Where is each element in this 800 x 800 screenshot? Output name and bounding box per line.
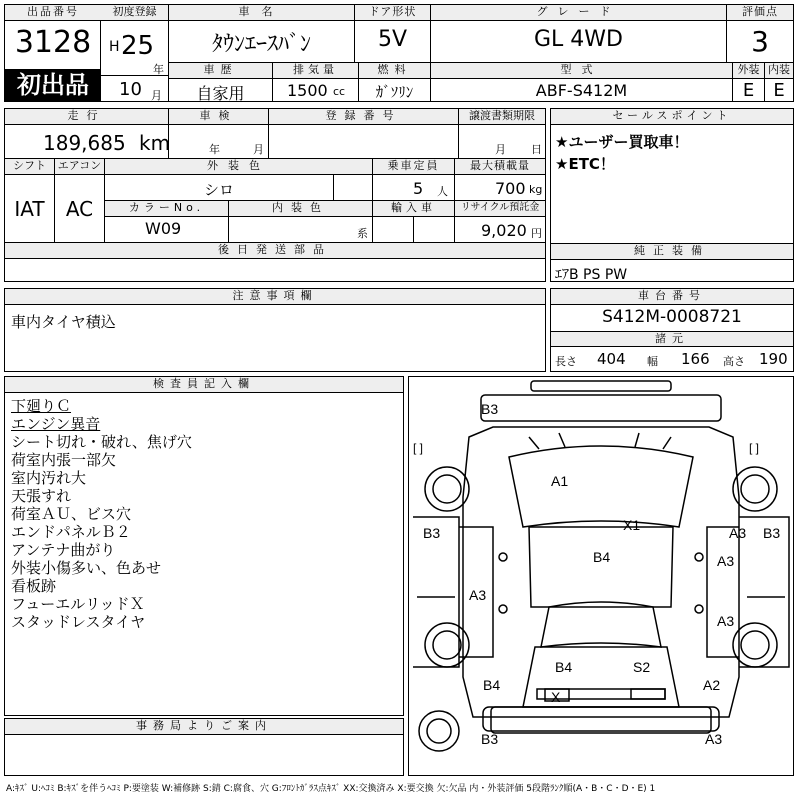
shift-cell [5,159,55,243]
note-item: 荷室内張一部欠 [11,451,117,469]
aircon-value: AC [65,197,94,221]
note-item: シート切れ・破れ、焦げ穴 [11,433,192,451]
note-item: 下廻りＣ [11,397,72,415]
damage-mark: S2 [633,659,651,675]
specs-height-label: 高さ [723,355,745,368]
inspection-month-unit: 月 [253,143,264,156]
door-value: 5V [377,27,408,52]
ext-color-value: シロ [203,181,234,199]
mileage-label: 走行 [5,109,168,125]
transfer-month-unit: 月 [495,143,506,156]
note-item: フューエルリッドＸ [11,595,145,613]
note-item: 室内汚れ大 [11,469,87,487]
capacity-unit: 人 [437,185,448,198]
inspection-label: 車検 [169,109,268,125]
office-block [4,718,404,776]
damage-mark: A2 [703,677,721,693]
inspector-notes [11,397,192,631]
first-reg-label: 初度登録 [101,5,168,21]
displacement-unit: cc [333,85,346,98]
first-reg-cell [101,5,169,101]
ext-color-label: 外装色 [105,159,372,175]
max-load-value: 700 [495,179,526,198]
sales-point-block [550,108,794,282]
diagram-bracket-right: [ ] [749,441,760,455]
grade-value: GL 4WD [534,27,623,52]
history-label: 車歴 [169,63,272,79]
inspector-block [4,376,404,716]
damage-mark: A3 [729,525,747,541]
damage-mark: A3 [717,553,735,569]
model-cell [431,63,733,101]
int-color-cell [229,201,373,243]
ext-color-cell [105,159,373,201]
equipment-cell [551,243,793,281]
color-no-cell [105,201,229,243]
vehicle-detail-block [4,108,546,282]
import-label: 輸入車 [373,201,454,217]
later-parts-cell [5,243,545,281]
exterior-value: E [742,80,755,101]
import-cell [373,201,455,243]
note-item: 荷室ＡＵ、ビス穴 [11,505,132,523]
model-label: 型式 [431,63,732,79]
diagram-bracket-left: [ ] [413,441,424,455]
capacity-label: 乗車定員 [373,159,454,175]
recycle-cell [455,201,545,243]
chassis-block [550,288,794,372]
max-load-label: 最大積載量 [455,159,545,175]
legend-footer: A:ｷｽﾞ U:ﾍｺﾐ B:ｷｽﾞを伴うﾍｺﾐ P:要塗装 W:補修跡 S:錆 C:腐食、穴 G:ﾌﾛﾝﾄｶﾞﾗｽ点ｷｽﾞ XX:交換済み X:要交換 欠:欠品 内・外装評価 5段階ﾗﾝｸ順(A・B・C・D・E) 1 [6,784,656,794]
displacement-value: 1500 [287,81,328,100]
specs-width-label: 幅 [647,355,658,368]
exterior-cell [733,63,765,101]
exterior-label: 外装 [733,63,764,79]
car-name-cell [169,5,355,63]
damage-mark: B3 [481,401,499,417]
lot-number: 3128 [14,25,92,60]
damage-mark: X [551,689,561,705]
max-load-cell [455,159,545,201]
top-info-block [4,4,794,102]
interior-cell [765,63,793,101]
lot-cell [5,5,101,101]
equipment-label: 純正装備 [551,244,793,260]
vehicle-diagram [408,376,794,776]
inspector-label: 検査員記入欄 [5,377,403,393]
first-reg-month-unit: 月 [151,89,162,102]
color-no-value: W09 [145,219,182,238]
damage-mark: B3 [481,731,499,747]
interior-label: 内装 [765,63,793,79]
sales-point-label: セールスポイント [551,109,793,125]
note-item: エンジン異音 [11,415,101,433]
caution-label: 注意事項欄 [5,289,545,305]
damage-mark: X1 [623,517,641,533]
car-name-value: ﾀｳﾝｴｰｽﾊﾞﾝ [211,32,311,57]
grade-cell [431,5,727,63]
note-item: 外装小傷多い、色あせ [11,559,162,577]
note-item: エンドパネルＢ２ [11,523,131,541]
first-reg-era: H [109,39,120,55]
mileage-value: 189,685 [43,131,126,155]
specs-label: 諸元 [551,331,793,347]
lot-label: 出品番号 [5,5,101,21]
first-reg-year-unit: 年 [153,63,164,76]
damage-mark: A3 [705,731,723,747]
specs-width: 166 [681,350,710,368]
score-label: 評価点 [727,5,793,21]
chassis-value: S412M-0008721 [602,307,742,327]
transfer-day-unit: 日 [531,143,542,156]
transfer-cell [459,109,545,159]
door-label: ドア形状 [355,5,430,21]
chassis-label: 車台番号 [551,289,793,305]
shift-label: シフト [5,159,54,175]
mileage-unit: km [139,131,171,155]
damage-mark: B3 [763,525,781,541]
specs-length-label: 長さ [555,355,577,368]
shift-value: IAT [14,197,45,221]
specs-length: 404 [597,350,626,368]
inspection-cell [169,109,269,159]
note-item: 天張すれ [11,487,72,505]
caution-value: 車内タイヤ積込 [11,313,116,331]
aircon-cell [55,159,105,243]
mileage-cell [5,109,169,159]
damage-mark: B4 [593,549,611,565]
score-value: 3 [751,25,769,58]
damage-mark: A1 [551,473,569,489]
sales-point-line-2: ★ETC！ [555,155,615,173]
equipment-value: ｴｱB PS PW [555,267,628,283]
sales-point-line-1: ★ユーザー買取車！ [555,133,689,151]
interior-value: E [773,80,785,101]
damage-mark: B4 [483,677,501,693]
first-reg-month: 10 [119,79,142,100]
first-listing-badge: 初出品 [5,69,101,101]
specs-height: 190 [759,350,788,368]
history-value: 自家用 [196,84,245,103]
car-outline-drawing [409,377,793,775]
caution-block [4,288,546,372]
fuel-cell [359,63,431,101]
history-cell [169,63,273,101]
note-item: スタッドレスタイヤ [11,613,146,631]
recycle-label: リサイクル預託金 [455,201,545,217]
aircon-label: エアコン [55,159,104,175]
damage-mark: A3 [469,587,487,603]
score-cell [727,5,793,63]
damage-mark: A3 [717,613,735,629]
note-item: アンテナ曲がり [11,541,116,559]
capacity-cell [373,159,455,201]
car-name-label: 車名 [169,5,354,21]
recycle-value: 9,020 [481,221,527,240]
fuel-value: ｶﾞｿﾘﾝ [375,83,414,101]
displacement-cell [273,63,359,101]
max-load-unit: kg [529,183,543,196]
door-cell [355,5,431,63]
office-label: 事務局よりご案内 [5,719,403,735]
first-reg-year: 25 [121,31,155,61]
recycle-unit: 円 [531,227,542,240]
int-color-unit: 系 [357,227,368,240]
reg-no-label: 登録番号 [269,109,458,125]
grade-label: グレード [431,5,726,21]
int-color-label: 内装色 [229,201,372,217]
displacement-label: 排気量 [273,63,358,79]
damage-mark: B4 [555,659,573,675]
model-value: ABF-S412M [535,81,628,100]
reg-no-cell [269,109,459,159]
inspection-year-unit: 年 [209,143,220,156]
fuel-label: 燃料 [359,63,430,79]
later-parts-label: 後日発送部品 [5,243,545,259]
note-item: 看板跡 [11,577,57,595]
transfer-label: 譲渡書類期限 [459,109,545,125]
capacity-value: 5 [413,179,424,198]
color-no-label: カラーNo. [105,201,228,217]
damage-mark: B3 [423,525,441,541]
